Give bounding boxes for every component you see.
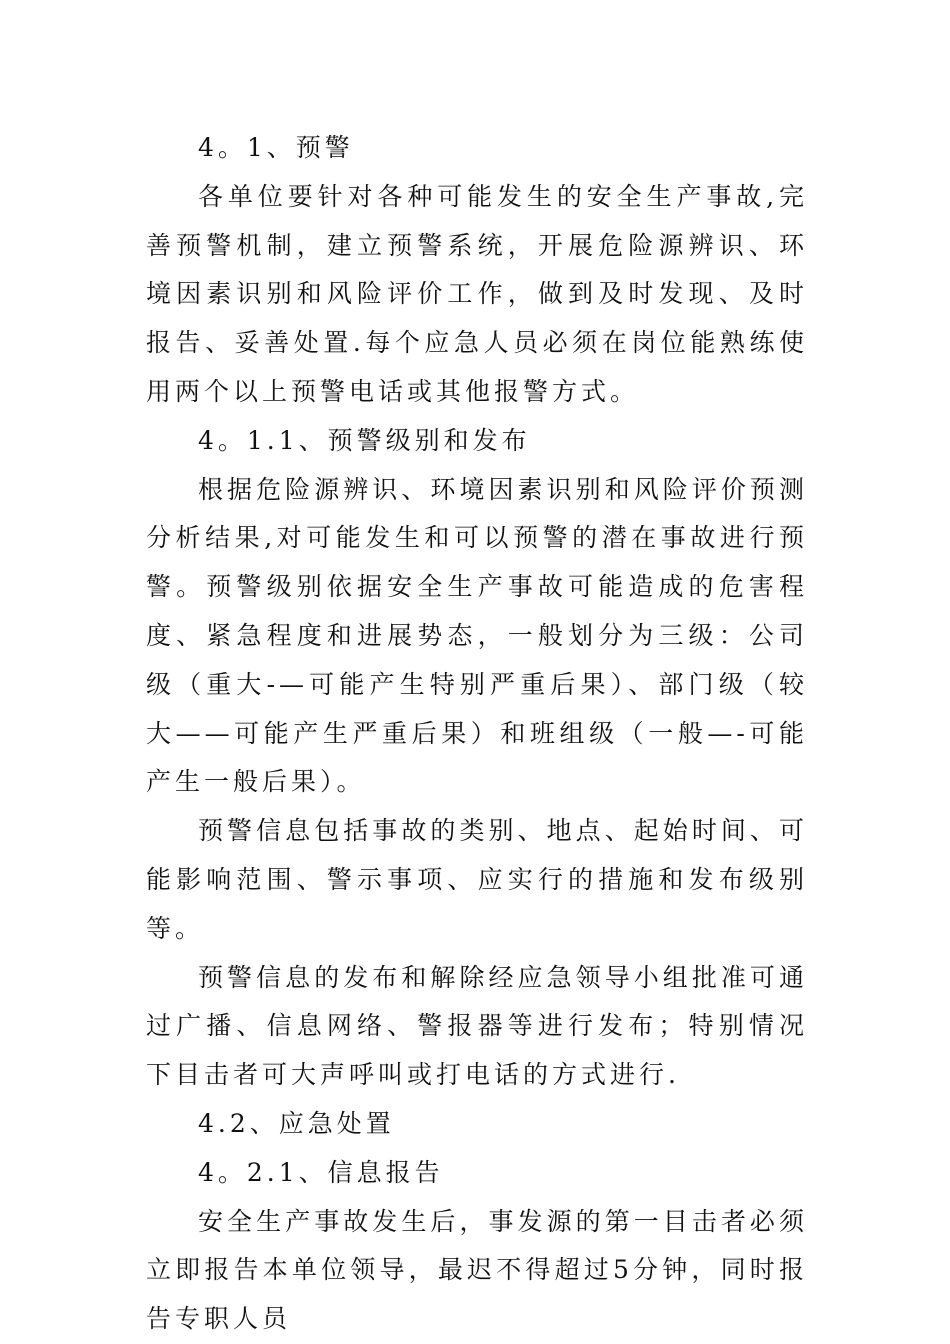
heading-4-1-1: 4。1.1、预警级别和发布 [198, 425, 531, 455]
paragraph-warning-levels: 根据危险源辨识、环境因素识别和风险评价预测分析结果,对可能发生和可以预警的潜在事故进行预警。预警级别依据安全生产事故可能造成的危害程度、紧急程度和进展势态，一般划分为三级：公司级（重大-—可能产生特别严重后果）、部门级（较大——可能产生严重后果）和班组级（一般—-可能产生一般后果）。 [146, 474, 808, 797]
paragraph-4-1-body: 各单位要针对各种可能发生的安全生产事故,完善预警机制，建立预警系统，开展危险源辨识、环境因素识别和风险评价工作，做到及时发现、及时报告、妥善处置.每个应急人员必须在岗位能熟练使用两个以上预警电话或其他报警方式。 [146, 181, 808, 406]
paragraph-warning-info: 预警信息包括事故的类别、地点、起始时间、可能影响范围、警示事项、应实行的措施和发布级别等。 [146, 816, 808, 943]
heading-4-2-1: 4。2.1、信息报告 [198, 1157, 444, 1187]
heading-4-2: 4.2、应急处置 [198, 1108, 395, 1138]
paragraph-warning-release: 预警信息的发布和解除经应急领导小组批准可通过广播、信息网络、警报器等进行发布；特别情况下目击者可大声呼叫或打电话的方式进行. [146, 962, 808, 1090]
heading-4-1: 4。1、预警 [198, 133, 354, 162]
paragraph-info-report: 安全生产事故发生后，事发源的第一目击者必须立即报告本单位领导，最迟不得超过5分钟，同时报告专职人员 [146, 1206, 808, 1334]
document-body [146, 124, 808, 1344]
